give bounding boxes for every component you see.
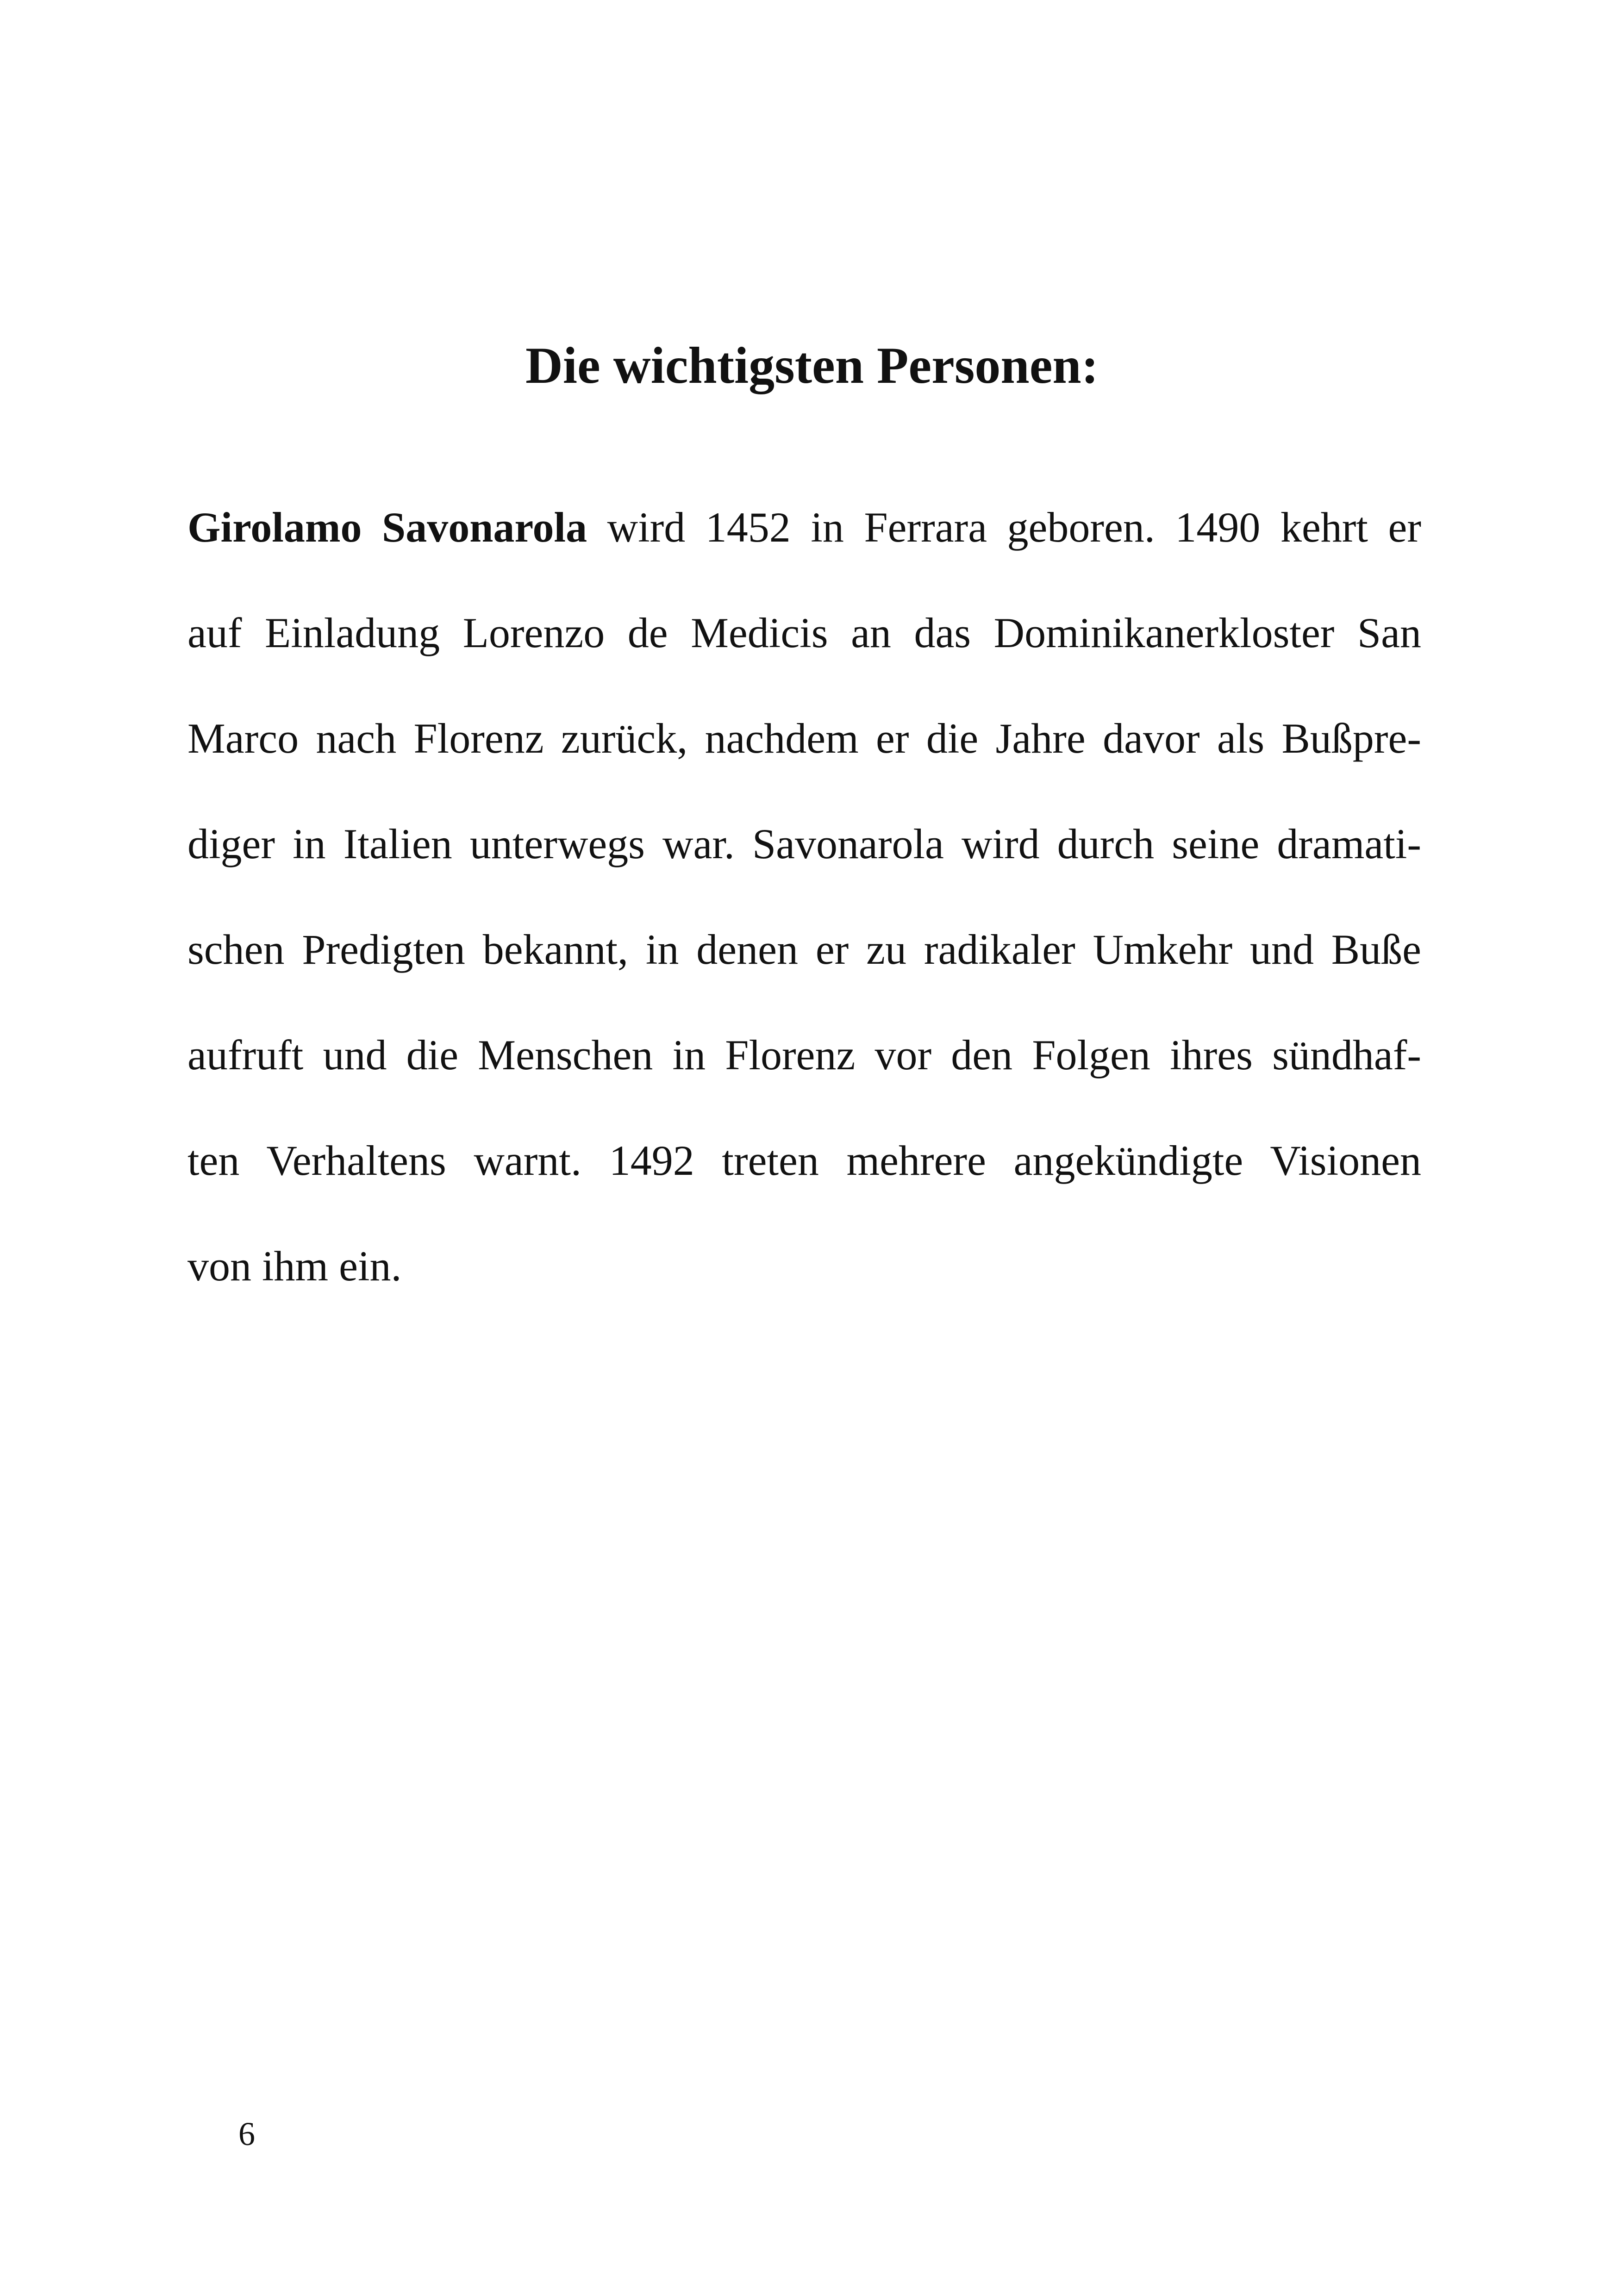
paragraph-line: auf Einladung Lorenzo de Medicis an das Dominikanerkloster San [187, 609, 1421, 656]
paragraph-line: aufruft und die Menschen in Florenz vor den Folgen ihres sündhaf- [187, 1031, 1421, 1079]
body-paragraph [187, 474, 1421, 1319]
paragraph-line: schen Predigten bekannt, in denen er zu radikaler Umkehr und Buße [187, 926, 1421, 973]
paragraph-line: Marco nach Florenz zurück, nachdem er die Jahre davor als Bußpre- [187, 715, 1421, 762]
paragraph-line: diger in Italien unterwegs war. Savonarola wird durch seine dramati- [187, 820, 1421, 867]
page-heading: Die wichtigsten Personen: [525, 337, 1099, 394]
paragraph-line: von ihm ein. [187, 1242, 402, 1290]
paragraph-line: ten Verhaltens warnt. 1492 treten mehrere angekündigte Visionen [187, 1137, 1421, 1184]
page-number: 6 [238, 2115, 255, 2152]
person-name: Girolamo Savonarola [187, 504, 587, 551]
paragraph-line [187, 474, 1421, 580]
paragraph-line-text: wird 1452 in Ferrara geboren. 1490 kehrt er [587, 504, 1421, 551]
